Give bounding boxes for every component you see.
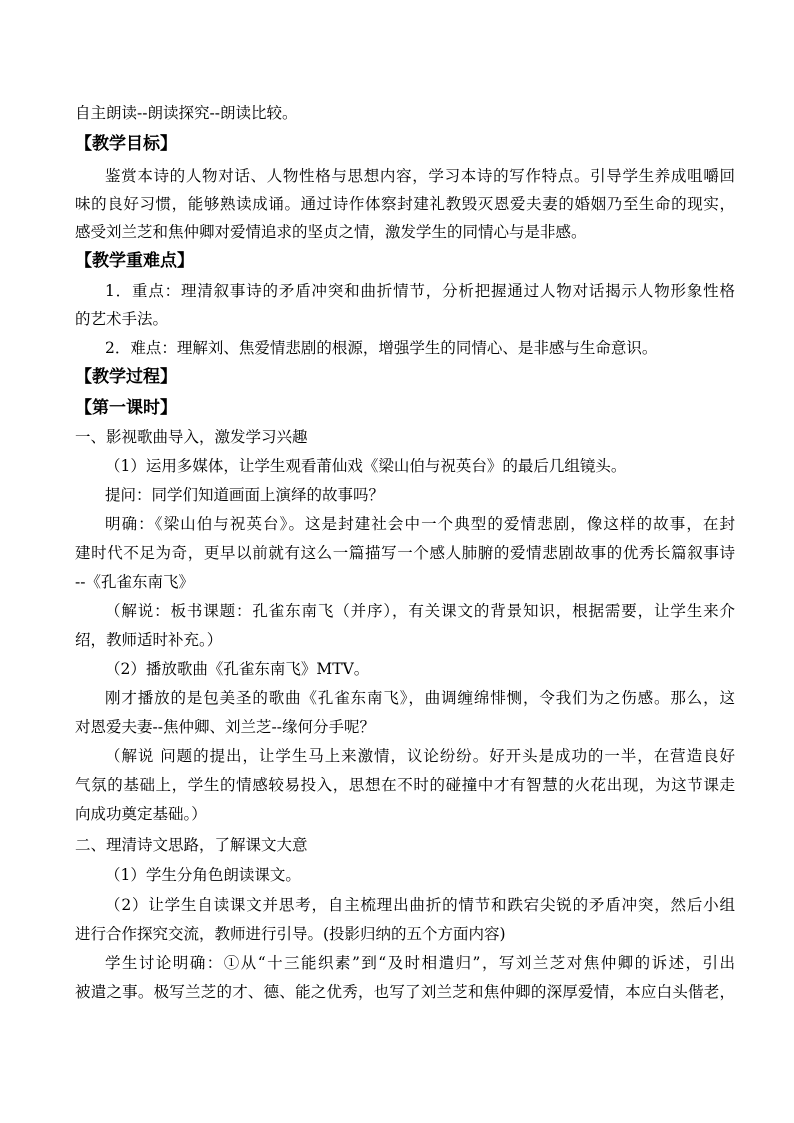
section1-line: 对恩爱夫妻--焦仲卿、刘兰芝--缘何分手呢？ bbox=[75, 718, 375, 736]
keypoints-line: 2．难点：理解刘、焦爱情悲剧的根源，增强学生的同情心、是非感与生命意识。 bbox=[105, 339, 658, 357]
keypoints-line: 的艺术手法。 bbox=[75, 310, 169, 328]
section1-line: （1）运用多媒体，让学生观看莆仙戏《梁山伯与祝英台》的最后几组镜头。 bbox=[105, 457, 627, 475]
section1-line: --《孔雀东南飞》 bbox=[75, 573, 194, 591]
section1-line: 绍，教师适时补充。） bbox=[75, 631, 223, 649]
section2-title: 二、理清诗文思路，了解课文大意 bbox=[75, 836, 308, 854]
section1-line: （解说：板书课题：孔雀东南飞（并序），有关课文的背景知识，根据需要，让学生来介 bbox=[105, 602, 735, 620]
section1-line: 向成功奠定基础。） bbox=[75, 805, 207, 823]
goals-line: 感受刘兰芝和焦仲卿对爱情追求的坚贞之情，激发学生的同情心与是非感。 bbox=[75, 223, 587, 241]
goals-heading: 【教学目标】 bbox=[75, 134, 177, 154]
section2-line: 进行合作探究交流，教师进行引导。(投影归纳的五个方面内容) bbox=[75, 925, 506, 943]
section2-line: （2）让学生自读课文并思考，自主梳理出曲折的情节和跌宕尖锐的矛盾冲突，然后小组 bbox=[105, 896, 735, 914]
section1-line: 建时代不足为奇，更早以前就有这么一篇描写一个感人肺腑的爱情悲剧故事的优秀长篇叙事诗 bbox=[75, 544, 735, 562]
section2-line: （1）学生分角色朗读课文。 bbox=[105, 866, 301, 884]
section1-line: 提问：同学们知道画面上演绎的故事吗？ bbox=[105, 486, 385, 504]
goals-line: 味的良好习惯，能够熟读成诵。通过诗作体察封建礼教毁灭恩爱夫妻的婚姻乃至生命的现实， bbox=[75, 195, 735, 213]
section1-line: 气氛的基础上，学生的情感较易投入，思想在不时的碰撞中才有智慧的火花出现，为这节课走 bbox=[75, 776, 735, 794]
section1-line: （2）播放歌曲《孔雀东南飞》MTV。 bbox=[105, 660, 370, 678]
keypoints-line: 1．重点：理清叙事诗的矛盾冲突和曲折情节，分析把握通过人物对话揭示人物形象性格 bbox=[105, 282, 735, 300]
process-heading: 【教学过程】 bbox=[75, 367, 177, 387]
lesson1-heading: 【第一课时】 bbox=[75, 398, 177, 418]
section1-line: 明确：《梁山伯与祝英台》。这是封建社会中一个典型的爱情悲剧，像这样的故事，在封 bbox=[105, 515, 735, 533]
section1-line: 刚才播放的是包美圣的歌曲《孔雀东南飞》，曲调缠绵悱恻，令我们为之伤感。那么，这 bbox=[105, 689, 735, 707]
section2-line: 学生讨论明确：①从“十三能织素”到“及时相遣归”，写刘兰芝对焦仲卿的诉述，引出 bbox=[105, 954, 735, 972]
section2-line: 被遣之事。极写兰芝的才、德、能之优秀，也写了刘兰芝和焦仲卿的深厚爱情，本应白头偕老， bbox=[75, 983, 735, 1001]
section1-title: 一、影视歌曲导入，激发学习兴趣 bbox=[75, 428, 308, 446]
section1-line: （解说 问题的提出，让学生马上来激情，议论纷纷。好开头是成功的一半，在营造良好 bbox=[105, 747, 735, 765]
intro-line: 自主朗读--朗读探究--朗读比较。 bbox=[75, 104, 298, 122]
keypoints-heading: 【教学重难点】 bbox=[75, 251, 194, 271]
goals-line: 鉴赏本诗的人物对话、人物性格与思想内容，学习本诗的写作特点。引导学生养成咀嚼回 bbox=[105, 167, 735, 185]
